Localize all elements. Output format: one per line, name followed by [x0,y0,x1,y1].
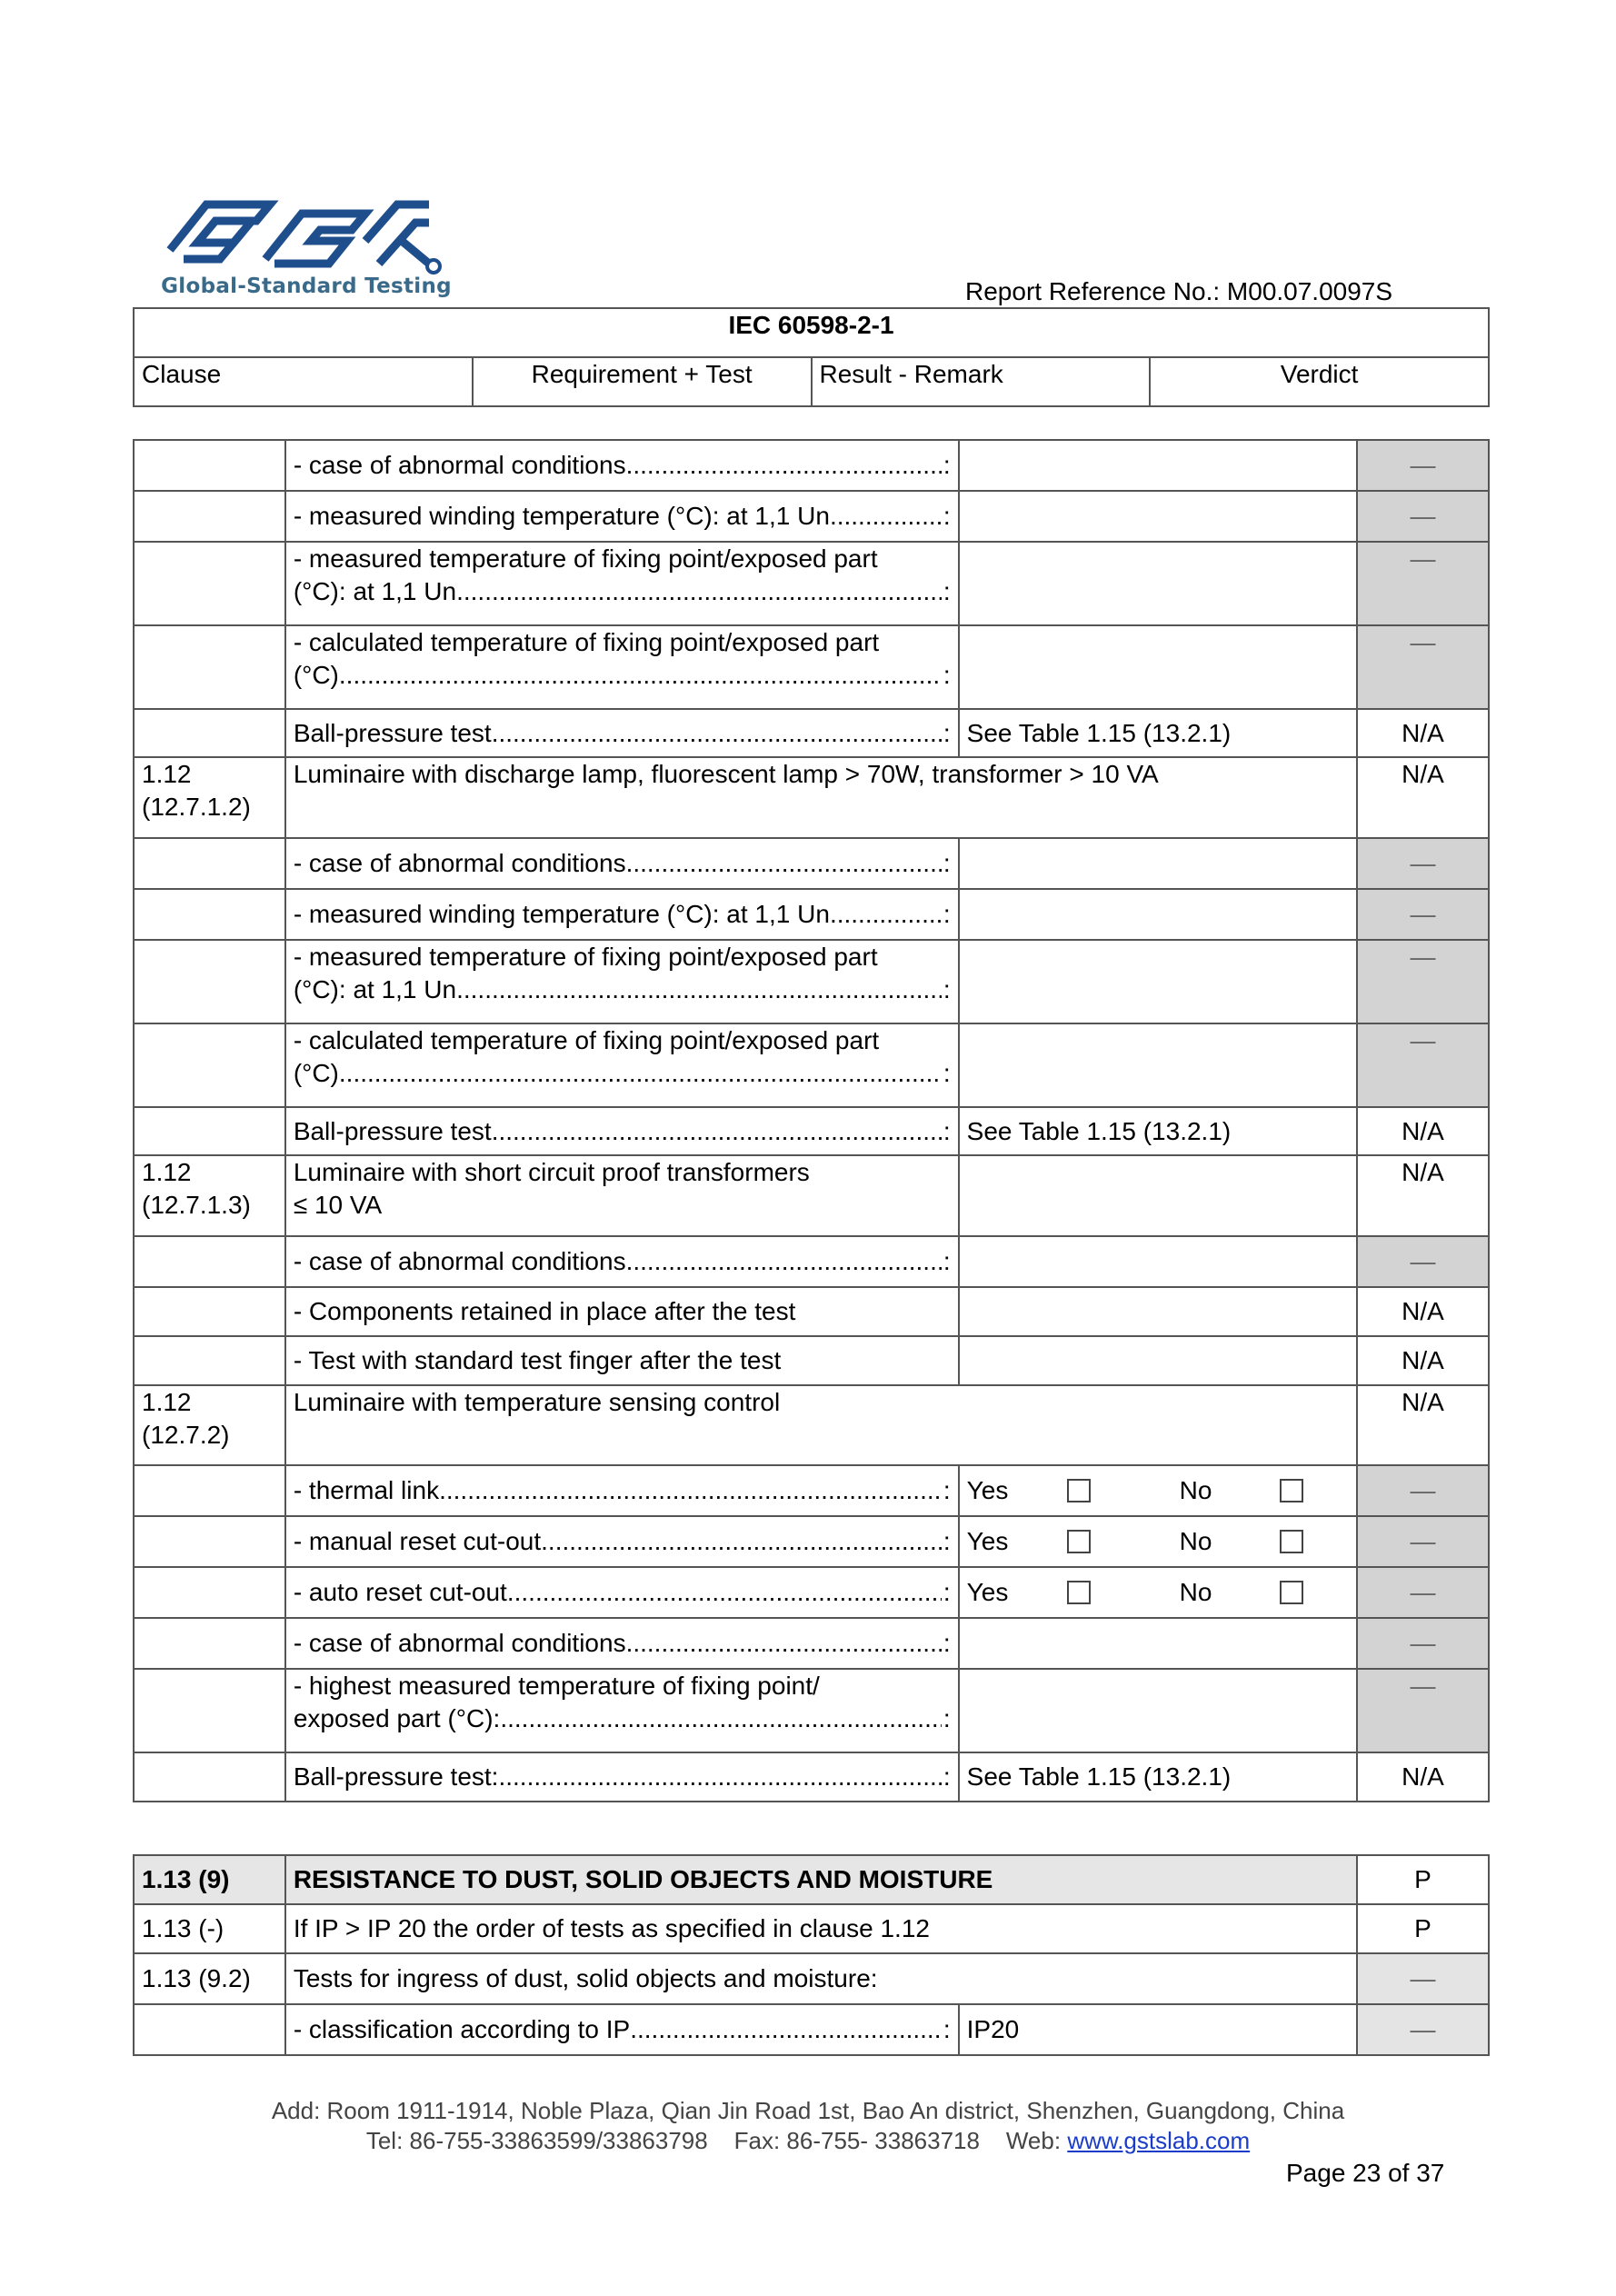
page-number: Page 23 of 37 [1286,2159,1445,2187]
verdict: — [1357,940,1489,1023]
dust-moisture-table [133,1854,1490,2056]
logo-text: Global-Standard Testing [161,275,452,298]
req-text: (°C): at 1,1 Un [293,975,457,1003]
verdict: — [1357,838,1489,889]
req-text: - calculated temperature of fixing point/exposed part [293,1026,880,1054]
verdict: N/A [1357,1155,1489,1236]
req-text: - manual reset cut-out [293,1527,542,1555]
verdict: N/A [1357,1107,1489,1155]
req-text: (°C) [293,661,339,689]
req-text: - case of abnormal conditions [293,1629,626,1657]
table-row [134,1904,1489,1953]
req-text: - measured winding temperature (°C): at 1,1 Un [293,900,830,928]
table-row [134,1336,1489,1385]
req-text: - auto reset cut-out [293,1578,507,1606]
table-row [134,757,1489,838]
table-row: - measured winding temperature (°C): at 1,1 Un ..... : — [134,491,1489,542]
table-row: - case of abnormal conditions ..... : — [134,1618,1489,1669]
no-checkbox[interactable] [1280,1581,1303,1604]
verdict: — [1357,889,1489,940]
verdict: — [1357,1236,1489,1287]
req-text: (°C) [293,1059,339,1087]
no-label: No [1179,1578,1212,1606]
req-text: Tests for ingress of dust, solid objects and moisture: [285,1953,1357,2004]
verdict: N/A [1357,1287,1489,1336]
verdict: — [1357,542,1489,625]
verdict: N/A [1357,757,1489,838]
report-reference: Report Reference No.: M00.07.0097S [965,277,1393,305]
req-text: - measured temperature of fixing point/exposed part [293,943,878,971]
section-title: RESISTANCE TO DUST, SOLID OBJECTS AND MOISTURE [285,1855,1357,1904]
footer-contact [0,2127,1616,2155]
verdict: N/A [1357,1336,1489,1385]
clause-ref: (12.7.1.3) [142,1191,251,1219]
table-row: Ball-pressure test ..... : See Table 1.15 (13.2.1) N/A [134,1107,1489,1155]
req-text: - classification according to IP [293,2015,631,2043]
table-row [134,1287,1489,1336]
req-text: - case of abnormal conditions [293,1247,626,1275]
col-requirement: Requirement + Test [473,357,812,406]
verdict: — [1357,1567,1489,1618]
table-row: - thermal link ..... : Yes No — [134,1465,1489,1516]
verdict: — [1357,1618,1489,1669]
clause-number: 1.12 [142,1388,192,1416]
gst-logo-icon [156,186,456,277]
req-text: - thermal link [293,1476,440,1504]
col-result: Result - Remark [812,357,1151,406]
req-text: If IP > IP 20 the order of tests as specified in clause 1.12 [285,1904,1357,1953]
footer-web-label: Web: [1005,2127,1062,2154]
req-text: - case of abnormal conditions [293,451,626,479]
section-header-row [134,1855,1489,1904]
table-row: - measured temperature of fixing point/exposed part (°C): at 1,1 Un ..... : — [134,542,1489,625]
req-text: - highest measured temperature of fixing point/ [293,1672,820,1700]
footer-address: Add: Room 1911-1914, Noble Plaza, Qian Jin Road 1st, Bao An district, Shenzhen, Guangdong, China [271,2097,1345,2124]
table-row: Ball-pressure test ..... : See Table 1.15 (13.2.1) N/A [134,709,1489,757]
clause-number: 1.13 (-) [134,1904,285,1953]
company-logo [156,186,456,304]
yes-label: Yes [966,1578,1009,1606]
col-clause: Clause [134,357,473,406]
no-label: No [1179,1527,1212,1555]
yes-checkbox[interactable] [1067,1581,1091,1604]
result: See Table 1.15 (13.2.1) [959,709,1357,757]
req-text: Ball-pressure test: [293,1762,499,1791]
table-row: - calculated temperature of fixing point/exposed part (°C) ..... : — [134,625,1489,709]
clause-table [133,439,1490,1802]
table-row: Ball-pressure test: ..... : See Table 1.15 (13.2.1) N/A [134,1752,1489,1802]
verdict: — [1357,1516,1489,1567]
yes-label: Yes [966,1527,1009,1555]
verdict: — [1357,440,1489,491]
table-row [134,1953,1489,2004]
req-text: Ball-pressure test [293,1116,492,1145]
standard-title: IEC 60598-2-1 [134,308,1489,357]
result: IP20 [959,2004,1357,2055]
clause-number: 1.12 [142,760,192,788]
table-row: - measured winding temperature (°C): at 1,1 Un ..... : — [134,889,1489,940]
table-row: - classification according to IP ..... : IP20 — [134,2004,1489,2055]
no-checkbox[interactable] [1280,1479,1303,1502]
yes-checkbox[interactable] [1067,1479,1091,1502]
req-text: Luminaire with short circuit proof transformers [293,1158,810,1186]
footer-tel: Tel: 86-755-33863599/33863798 [365,2127,708,2154]
req-text: - Test with standard test finger after the test [285,1336,959,1385]
verdict: — [1357,1465,1489,1516]
req-text: - calculated temperature of fixing point/exposed part [293,628,880,656]
req-text: ≤ 10 VA [293,1191,383,1219]
col-verdict: Verdict [1150,357,1489,406]
yes-checkbox[interactable] [1067,1530,1091,1553]
verdict: N/A [1357,1752,1489,1802]
table-row: - measured temperature of fixing point/exposed part (°C): at 1,1 Un ..... : — [134,940,1489,1023]
req-text: exposed part (°C): [293,1704,501,1732]
table-row: - auto reset cut-out ..... : Yes No — [134,1567,1489,1618]
req-text: - case of abnormal conditions [293,849,626,877]
verdict: — [1357,491,1489,542]
footer-fax: Fax: 86-755- 33863718 [733,2127,980,2154]
header-table [133,307,1490,407]
req-text: - Components retained in place after the test [285,1287,959,1336]
table-row: - case of abnormal conditions ..... : — [134,440,1489,491]
req-text: Luminaire with discharge lamp, fluorescent lamp > 70W, transformer > 10 VA [285,757,1357,838]
verdict: — [1357,2004,1489,2055]
verdict: — [1357,1023,1489,1107]
verdict: — [1357,1953,1489,2004]
verdict: P [1357,1904,1489,1953]
clause-number: 1.13 (9) [134,1855,285,1904]
verdict: P [1357,1855,1489,1904]
verdict: N/A [1357,709,1489,757]
table-row: - case of abnormal conditions ..... : — [134,838,1489,889]
clause-number: 1.12 [142,1158,192,1186]
req-text: - measured winding temperature (°C): at 1,1 Un [293,502,830,530]
req-text: (°C): at 1,1 Un [293,577,457,605]
website-link[interactable]: www.gstslab.com [1067,2127,1251,2154]
result: See Table 1.15 (13.2.1) [959,1107,1357,1155]
no-checkbox[interactable] [1280,1530,1303,1553]
table-row: - calculated temperature of fixing point/exposed part (°C) ..... : — [134,1023,1489,1107]
req-text: - measured temperature of fixing point/exposed part [293,544,878,573]
yes-label: Yes [966,1476,1009,1504]
table-row: - highest measured temperature of fixing point/ exposed part (°C): ..... : — [134,1669,1489,1752]
clause-ref: (12.7.2) [142,1421,230,1449]
clause-ref: (12.7.1.2) [142,793,251,821]
clause-number: 1.13 (9.2) [134,1953,285,2004]
table-row: - case of abnormal conditions ..... : — [134,1236,1489,1287]
no-label: No [1179,1476,1212,1504]
verdict: — [1357,1669,1489,1752]
table-row [134,1385,1489,1465]
verdict: N/A [1357,1385,1489,1465]
req-text: Luminaire with temperature sensing control [285,1385,1357,1465]
table-row: - manual reset cut-out ..... : Yes No — [134,1516,1489,1567]
result: See Table 1.15 (13.2.1) [959,1752,1357,1802]
table-row [134,1155,1489,1236]
verdict: — [1357,625,1489,709]
req-text: Ball-pressure test [293,718,492,747]
